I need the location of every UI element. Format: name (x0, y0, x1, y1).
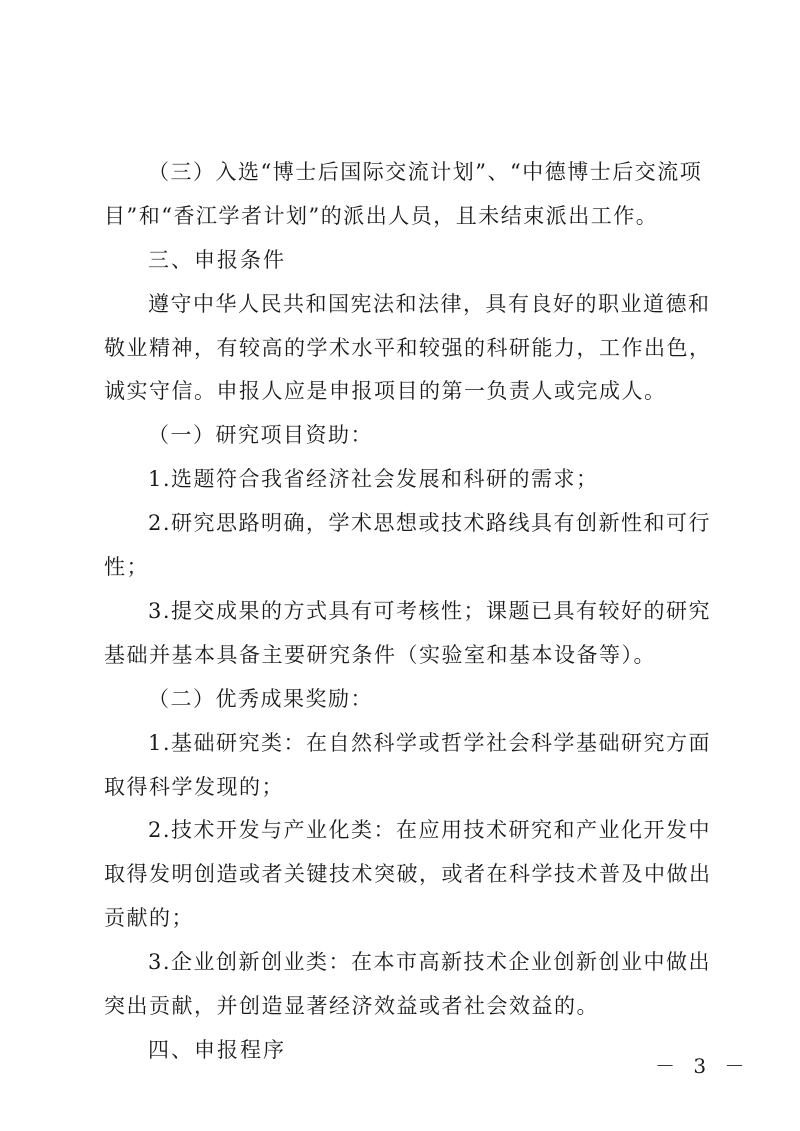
paragraph-line: 目”和“香江学者计划”的派出人员，且未结束派出工作。 (104, 204, 659, 228)
subsection-heading: （二）优秀成果奖励： (148, 687, 373, 711)
paragraph-line: 取得发明创造或者关键技术突破，或者在科学技术普及中做出 (104, 862, 712, 886)
paragraph-line: 3.企业创新创业类：在本市高新技术企业创新创业中做出 (148, 950, 712, 974)
paragraph-line: 2.技术开发与产业化类：在应用技术研究和产业化开发中 (148, 818, 712, 842)
paragraph-line: 诚实守信。申报人应是申报项目的第一负责人或完成人。 (104, 379, 667, 403)
section-heading: 四、申报程序 (148, 1038, 286, 1062)
subsection-heading: （一）研究项目资助： (148, 423, 373, 447)
paragraph-line: 取得科学发现的； (104, 775, 284, 799)
paragraph-line: 贡献的； (104, 906, 194, 930)
paragraph-line: 3.提交成果的方式具有可考核性；课题已具有较好的研究 (148, 599, 712, 623)
paragraph-line: 基础并基本具备主要研究条件（实验室和基本设备等）。 (104, 643, 656, 667)
paragraph-line: 性； (104, 555, 149, 579)
paragraph-line: （三）入选“博士后国际交流计划”、“中德博士后交流项 (148, 160, 703, 184)
paragraph-line: 遵守中华人民共和国宪法和法律，具有良好的职业道德和 (148, 292, 711, 316)
paragraph-line: 1.选题符合我省经济社会发展和科研的需求； (148, 467, 599, 491)
paragraph-line: 敬业精神，有较高的学术水平和较强的科研能力，工作出色， (104, 336, 712, 360)
paragraph-line: 2.研究思路明确，学术思想或技术路线具有创新性和可行 (148, 511, 712, 535)
page-number: － 3 － (655, 1054, 751, 1078)
paragraph-line: 突出贡献，并创造显著经济效益或者社会效益的。 (104, 994, 599, 1018)
paragraph-line: 1.基础研究类：在自然科学或哲学社会科学基础研究方面 (148, 731, 712, 755)
section-heading: 三、申报条件 (148, 248, 286, 272)
